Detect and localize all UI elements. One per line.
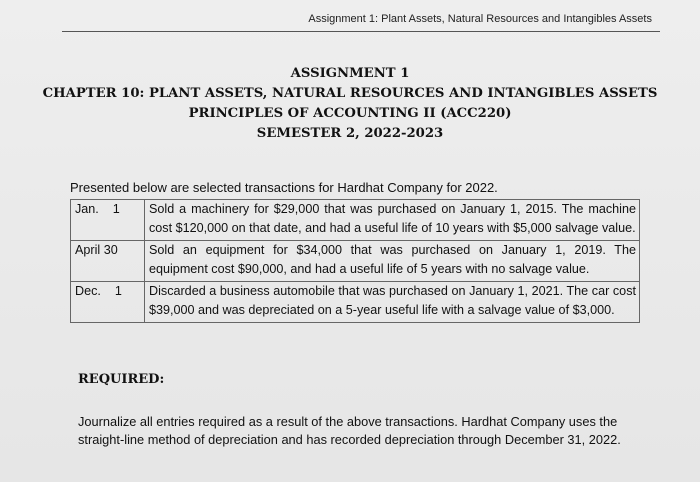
transactions-table xyxy=(70,199,640,323)
running-header: Assignment 1: Plant Assets, Natural Resources and Intangibles Assets xyxy=(308,13,652,25)
transaction-date: April 30 xyxy=(71,241,145,282)
transaction-description: Discarded a business automobile that was purchased on January 1, 2021. The car cost $39,000 and was depreciated on a 5-year useful life with a salvage value of $3,000. xyxy=(145,282,640,323)
chapter-title: CHAPTER 10: PLANT ASSETS, NATURAL RESOURCES AND INTANGIBLES ASSETS xyxy=(42,86,658,101)
required-instructions: Journalize all entries required as a result of the above transactions. Hardhat Company uses the straight-line method of depreciation and has recorded depreciation through December 31, 2022. xyxy=(78,414,621,447)
header-rule xyxy=(62,31,660,32)
required-heading: REQUIRED: xyxy=(78,372,165,387)
transaction-description: Sold an equipment for $34,000 that was purchased on January 1, 2019. The equipment cost $90,000, and had a useful life of 5 years with no salvage value. xyxy=(145,241,640,282)
intro-text: Presented below are selected transactions for Hardhat Company for 2022. xyxy=(70,180,498,195)
transaction-description: Sold a machinery for $29,000 that was purchased on January 1, 2015. The machine cost $120,000 on that date, and had a useful life of 10 years with $5,000 salvage value. xyxy=(145,200,640,241)
course-title: PRINCIPLES OF ACCOUNTING II (ACC220) xyxy=(188,106,512,121)
transaction-date: Dec. 1 xyxy=(71,282,145,323)
assignment-title: ASSIGNMENT 1 xyxy=(290,66,410,81)
transaction-date: Jan. 1 xyxy=(71,200,145,241)
table-row xyxy=(71,282,640,323)
semester-title: SEMESTER 2, 2022-2023 xyxy=(256,126,444,141)
table-row xyxy=(71,241,640,282)
table-row xyxy=(71,200,640,241)
title-block xyxy=(0,64,700,144)
